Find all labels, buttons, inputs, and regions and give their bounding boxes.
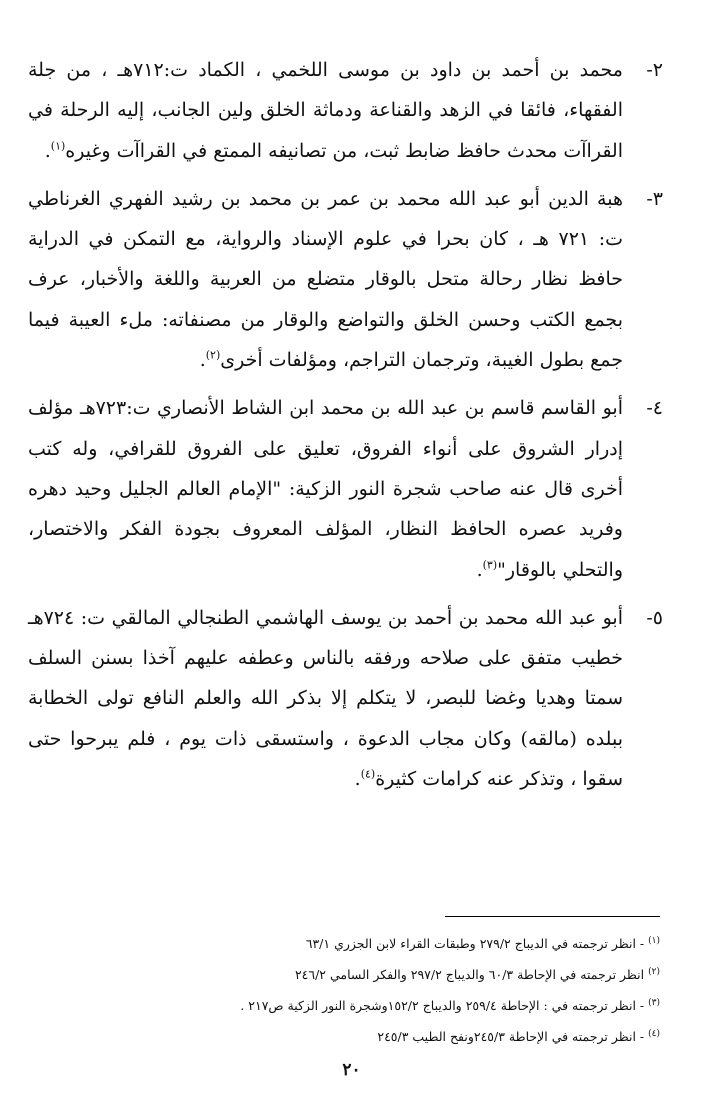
footnote-ref: (٢) xyxy=(205,348,221,362)
entry-number: ٤- xyxy=(646,397,663,420)
footnote-ref: (١) xyxy=(50,139,66,153)
footnote xyxy=(60,990,660,1021)
footnotes xyxy=(60,928,660,1052)
entry-number: ٢- xyxy=(646,59,663,81)
footnote-number: (٣) xyxy=(648,997,660,1008)
entry-end: . xyxy=(354,768,361,791)
footnote-ref: (٣) xyxy=(482,558,498,572)
footnote-number: (١) xyxy=(648,935,660,946)
footnote-number: (٢) xyxy=(648,966,660,977)
footnote xyxy=(60,1021,660,1052)
entry-text: أبو القاسم قاسم بن عبد الله بن محمد ابن الشاط الأنصاري ت:٧٢٣هـ مؤلف إدرار الشروق على أنواء الفروق، تعليق على الفروق للقرافي، وله كتب أخرى قال عنه صاحب شجرة النور الزكية: "الإمام العالم الجليل وحيد دهره وفريد عصره الحافظ النظار، المؤلف المعروف بجودة الفكر والاختصار، والتحلي بالوقار" xyxy=(28,397,623,581)
entry-end: . xyxy=(476,558,483,581)
entry-text: هبة الدين أبو عبد الله محمد بن عمر بن محمد بن رشيد الفهري الغرناطي ت: ٧٢١ هـ ، كان بحرا في علوم الإسناد والرواية، مع التمكن في الدراية حافظ نظار رحالة متحل بالوقار متضلع من العربية واللغة والأخبار، عرف بجمع الكتب وحسن الخلق والتواضع والوقار من مصنفاته: ملء العيبة فيما جمع بطول الغيبة، وترجمان التراجم، ومؤلفات أخرى xyxy=(28,187,623,372)
entry-end: . xyxy=(199,349,206,372)
page-number: ٢٠ xyxy=(342,1060,361,1080)
biography-entry xyxy=(28,598,663,799)
footnote xyxy=(60,928,660,959)
biography-entry xyxy=(28,50,663,171)
footnote-text: - انظر ترجمته في : الإحاطة ٢٥٩/٤ والديباج ١٥٢/٢وشجرة النور الزكية ص٢١٧ . xyxy=(240,998,645,1013)
footnote-number: (٤) xyxy=(648,1028,660,1039)
footnote-text: - انظر ترجمته في الإحاطة ٢٤٥/٣ونفح الطيب ٢٤٥/٣ xyxy=(377,1029,645,1044)
biography-list xyxy=(28,50,663,807)
footnote-text: انظر ترجمته في الإحاطة ٦٠/٣ والديباج ٢٩٧/٢ والفكر السامي ٢٤٦/٢ xyxy=(294,967,645,982)
footnote-ref: (٤) xyxy=(360,767,376,781)
biography-entry xyxy=(28,388,663,589)
entry-number: ٣- xyxy=(646,187,663,210)
entry-end: . xyxy=(44,139,51,162)
entry-number: ٥- xyxy=(646,606,663,629)
entry-text: أبو عبد الله محمد بن أحمد بن يوسف الهاشمي الطنجالي المالقي ت: ٧٢٤هـ خطيب متفق على صلاحه ورفقه بالناس وعطفه عليهم آخذا بسنن السلف سمتا وهديا وغضا للبصر، لا يتكلم إلا بذكر الله والعلم النافع تولى الخطابة ببلده (مالقه) وكان مجاب الدعوة ، واستسقى ذات يوم ، فلم يبرحوا حتى سقوا ، وتذكر عنه كرامات كثيرة xyxy=(28,606,623,791)
footnote-divider xyxy=(445,916,660,917)
footnote-text: - انظر ترجمته في الديباج ٢٧٩/٢ وطبقات القراء لابن الجزري ٦٣/١ xyxy=(305,936,645,951)
biography-entry xyxy=(28,179,663,380)
entry-text: محمد بن أحمد بن داود بن موسى اللخمي ، الكماد ت:٧١٢هـ ، من جلة الفقهاء، فائقا في الزهد والقناعة ودماثة الخلق ولين الجانب، إليه الرحلة في القراآت محدث حافظ ضابط ثبت، من تصانيفه الممتع في القراآت وغيره xyxy=(28,59,623,162)
footnote xyxy=(60,959,660,990)
